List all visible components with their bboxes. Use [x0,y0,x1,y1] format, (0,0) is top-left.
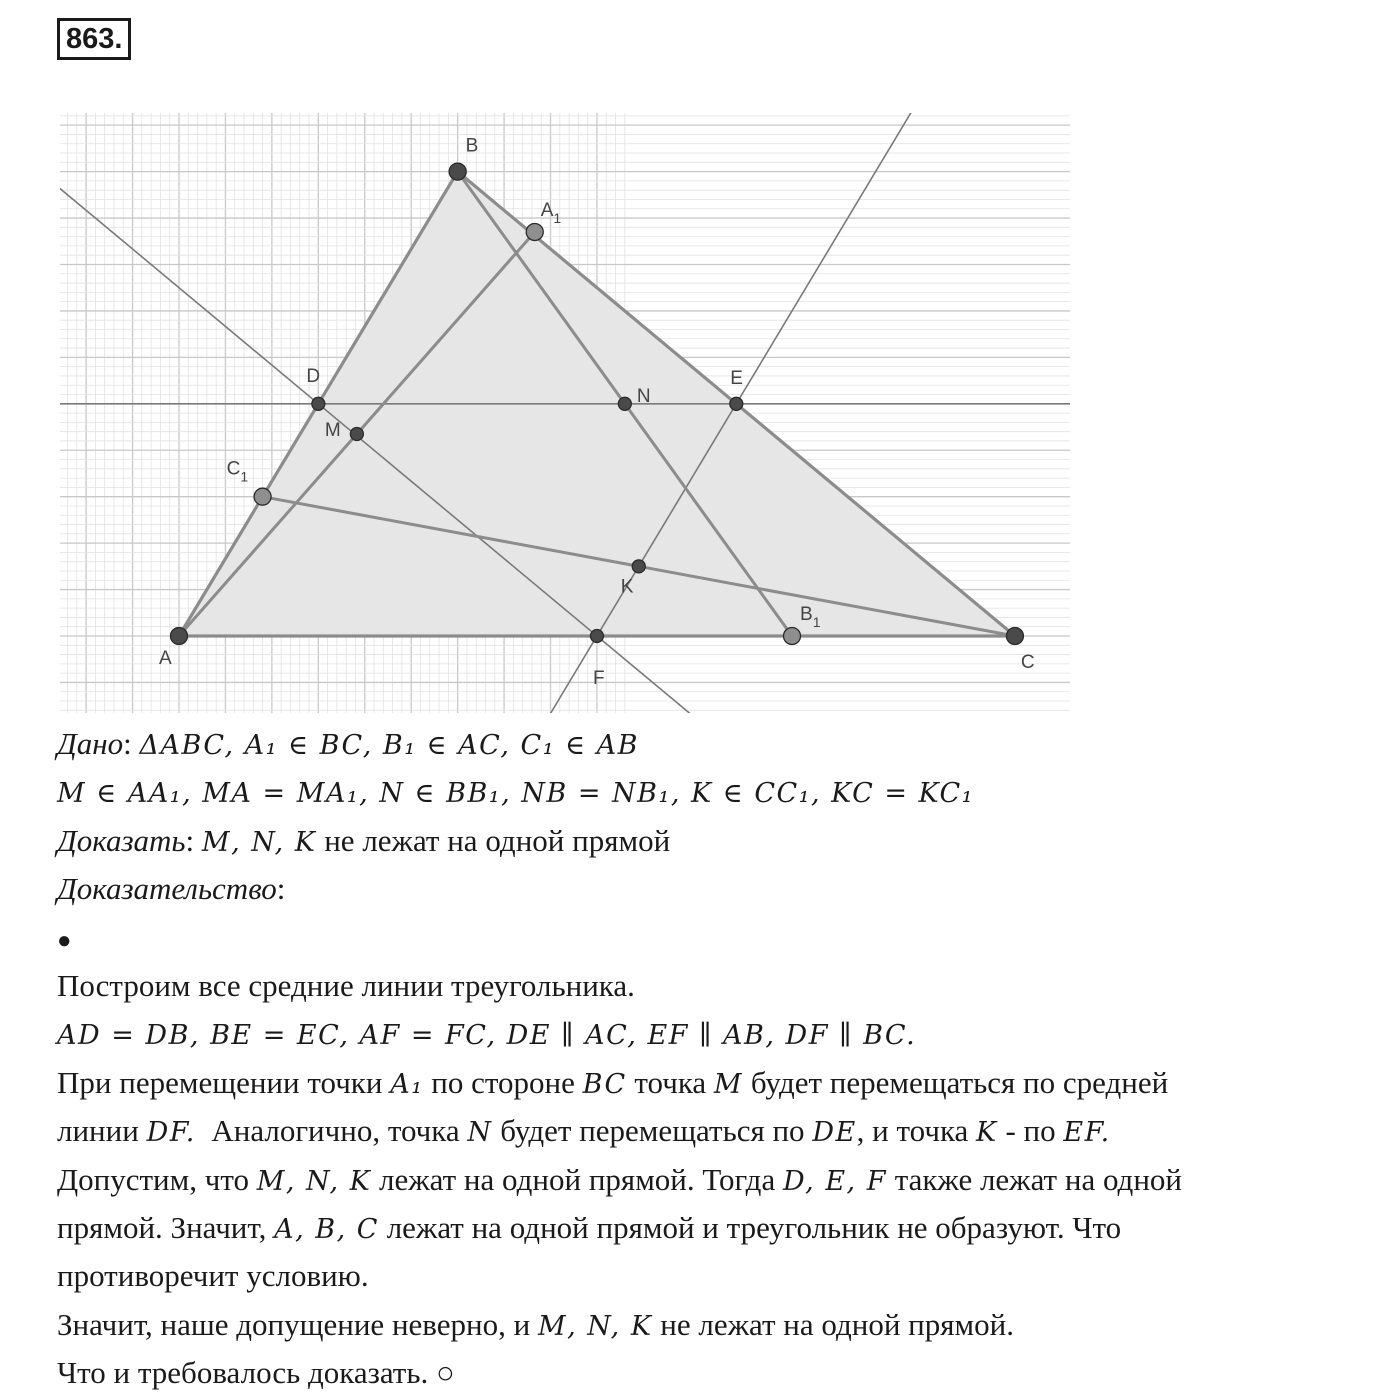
p1-g: будет перемещаться по средней [743,1064,1169,1100]
prove-text: не лежат на одной прямой [316,822,671,858]
point-d [312,397,325,410]
para-line-3 [57,1156,1377,1204]
given-math-1: ΔABC, A₁ ∈ BC, B₁ ∈ AC, C₁ ∈ AB [139,730,640,761]
p2-e: будет перемещаться по [492,1113,813,1149]
label-subscript: 1 [240,468,249,485]
label-f: F [592,668,605,689]
label-subscript: 1 [553,209,562,226]
label-b: B [465,135,479,157]
point-m [350,427,363,440]
p1-a: При перемещении точки [57,1064,391,1100]
label-a1: $A_1$ [540,199,562,226]
problem-number: 863. [57,18,131,60]
p6-b: M, N, K [537,1310,653,1342]
p3-b: M, N, K [256,1165,372,1197]
p4-a: прямой. Значит, [57,1209,275,1245]
point-a1 [526,223,543,240]
given-label: Дано [57,726,124,761]
proof-label: Доказательство [57,871,277,907]
para-line-2 [57,1107,1377,1155]
p2-h: K [976,1117,998,1149]
point-c [1006,628,1023,645]
p3-d: D, E, F [782,1165,887,1197]
given-line-2 [57,768,1377,816]
bullet: ● [57,927,72,954]
p1-e: точка [626,1064,714,1100]
para-line-4 [57,1204,1377,1252]
prove-label: Доказать [57,822,186,858]
label-m: M [324,419,341,441]
qed-line: Что и требовалось доказать. ○ [57,1355,455,1391]
label-e: E [730,367,743,389]
p2-a: линии [57,1113,147,1149]
given-math-2: M ∈ AA₁, MA = MA₁, N ∈ BB₁, NB = NB₁, K ∈ CC₁, KC = KC₁ [57,778,974,810]
label-subscript: 1 [812,614,821,630]
point-e [730,397,743,410]
p1-c: по стороне [423,1064,583,1100]
p6-a: Значит, наше допущение неверно, и [57,1306,538,1342]
given-line-1: Дано: ΔABC, A₁ ∈ BC, B₁ ∈ AC, C₁ ∈ AB [57,726,640,761]
label-d: D [306,365,321,387]
point-f [590,630,603,643]
point-n [618,397,631,410]
proof-heading: Доказательство: [57,871,286,907]
label-c1: $C_1$ [226,458,249,485]
label-k: K [620,576,634,598]
p3-c: лежат на одной прямой. Тогда [371,1161,783,1197]
label-n: N [636,385,651,407]
prove-math: M, N, K [201,826,317,858]
solution-text [57,720,1377,1397]
prove-line: Доказать: M, N, K не лежат на одной прямой [57,822,671,858]
label-a: A [159,648,172,669]
point-b1 [784,628,801,645]
p2-g: , и точка [856,1113,977,1149]
p2-d: N [467,1117,493,1149]
geometry-figure [60,113,1070,713]
p3-a: Допустим, что [57,1161,257,1197]
p2-j: EF. [1063,1117,1111,1149]
point-b [449,163,466,180]
p2-c: Аналогично, точка [195,1113,468,1149]
para-line-1 [57,1059,1377,1107]
p6-c: не лежат на одной прямой. [652,1306,1014,1342]
point-k [632,560,645,573]
p4-b: A, B, C [274,1213,379,1245]
point-a [171,628,188,645]
bullet-line [57,914,1377,962]
p1-d: BC [582,1068,627,1100]
p2-i: - по [997,1113,1064,1149]
p1-b: A₁ [390,1068,424,1100]
conclusion-line [57,1301,1377,1349]
step-2-math: AD = DB, BE = EC, AF = FC, DE ∥ AC, EF ∥ AB, DF ∥ BC. [57,1020,917,1052]
para-line-5: противоречит условию. [57,1258,369,1294]
p1-f: M [713,1068,744,1100]
point-c1 [254,488,271,505]
p3-e: также лежат на одной [886,1161,1183,1197]
label-b1: $B_1$ [800,604,821,630]
step-2 [57,1010,1377,1058]
p2-b: DF. [146,1117,196,1149]
p2-f: DE [812,1117,857,1149]
p4-c: лежат на одной прямой и треугольник не образуют. Что [378,1209,1122,1245]
step-1: Построим все средние линии треугольника. [57,967,635,1003]
label-c: C [1020,652,1035,673]
